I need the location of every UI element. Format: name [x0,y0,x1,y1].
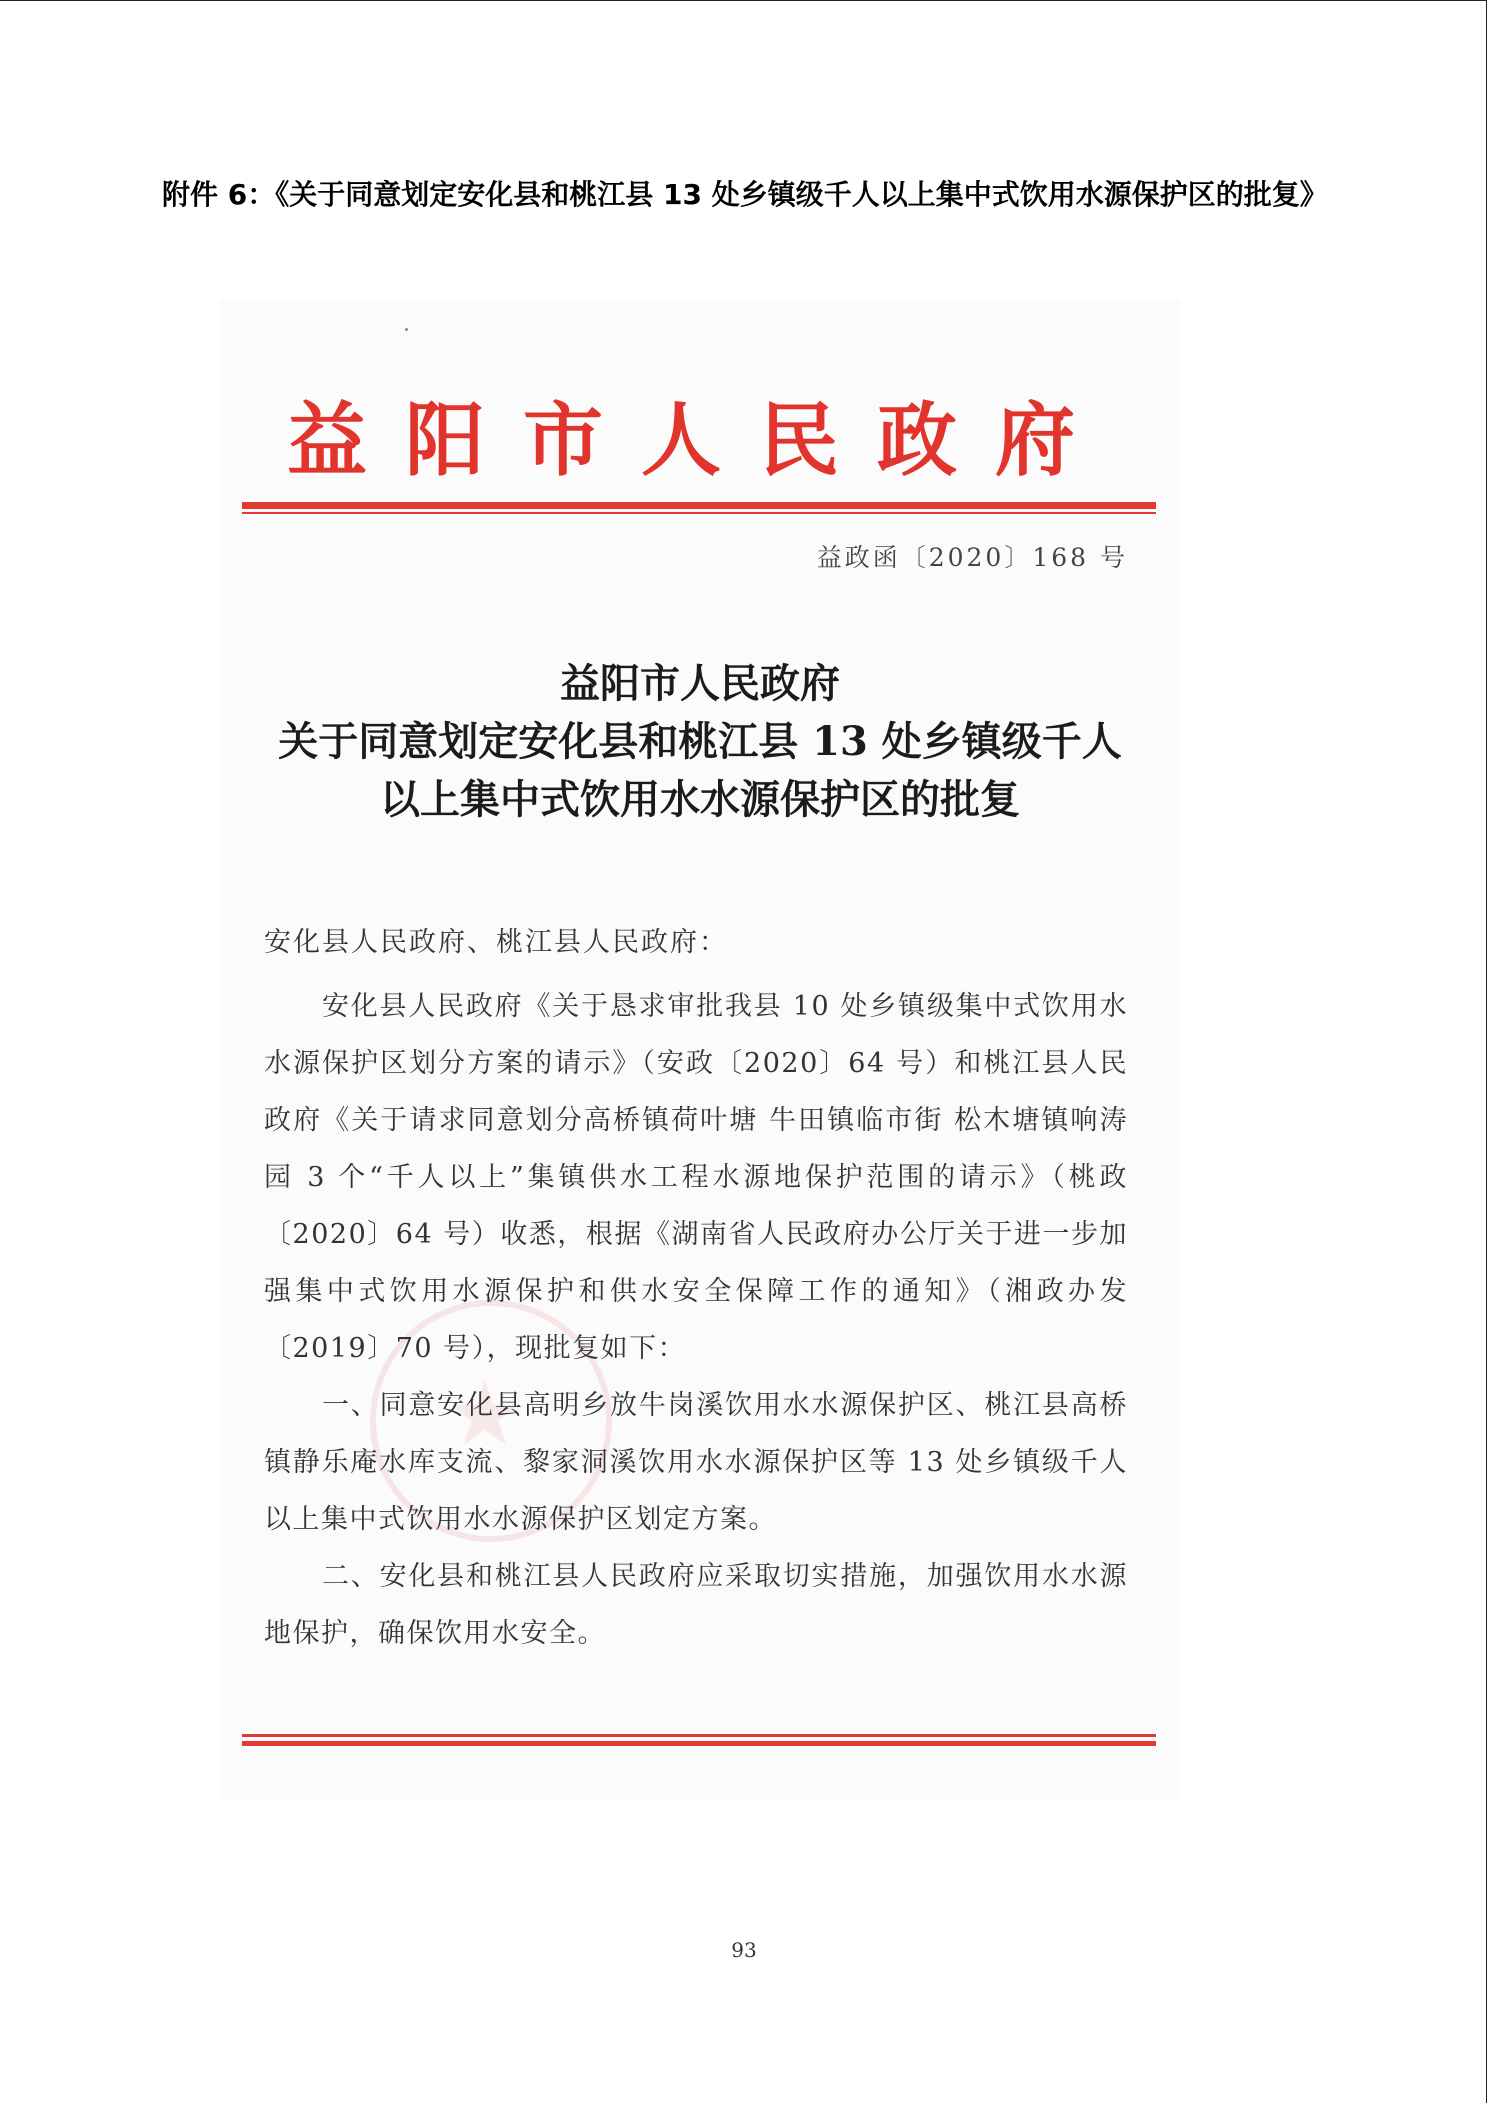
scan-speck [405,328,408,331]
masthead-red-rule [242,502,1156,509]
footer-red-rule-thin [242,1734,1156,1737]
document-title [240,655,1160,829]
attachment-title: 附件 6：《关于同意划定安化县和桃江县 13 处乡镇级千人以上集中式饮用水源保护区的批复》 [162,178,1328,211]
letterhead-masthead: 益阳市人民政府 [287,393,1113,487]
document-number: 益政函〔2020〕168 号 [816,543,1128,572]
letter-body [264,978,1128,1662]
page-number: 93 [731,1938,757,1962]
body-paragraph-3: 二、安化县和桃江县人民政府应采取切实措施，加强饮用水水源地保护，确保饮用水安全。 [264,1561,1128,1649]
masthead-red-rule-thin [242,512,1156,514]
addressee: 安化县人民政府、桃江县人民政府： [264,927,728,958]
title-line-2: 关于同意划定安化县和桃江县 13 处乡镇级千人 [278,718,1122,765]
title-line-3: 以上集中式饮用水水源保护区的批复 [380,776,1020,823]
footer-red-rule [242,1741,1156,1746]
seal-star-icon: ★ [444,1362,526,1467]
body-paragraph-2: 一、同意安化县高明乡放牛岗溪饮用水水源保护区、桃江县高桥镇静乐庵水库支流、黎家洞溪饮用水水源保护区等 13 处乡镇级千人以上集中式饮用水水源保护区划定方案。 [264,1390,1128,1535]
body-paragraph-1: 安化县人民政府《关于恳求审批我县 10 处乡镇级集中式饮用水水源保护区划分方案的请示》（安政〔2020〕64 号）和桃江县人民政府《关于请求同意划分高桥镇荷叶塘 牛田镇临市街 松木塘镇响涛园 3 个“千人以上”集镇供水工程水源地保护范围的请示》（桃政〔2020〕64 号）收悉，根据《湖南省人民政府办公厅关于进一步加强集中式饮用水源保护和供水安全保障工作的通知》（湘政办发〔2019〕70 号），现批复如下： [264,991,1128,1364]
title-line-1: 益阳市人民政府 [560,660,840,707]
